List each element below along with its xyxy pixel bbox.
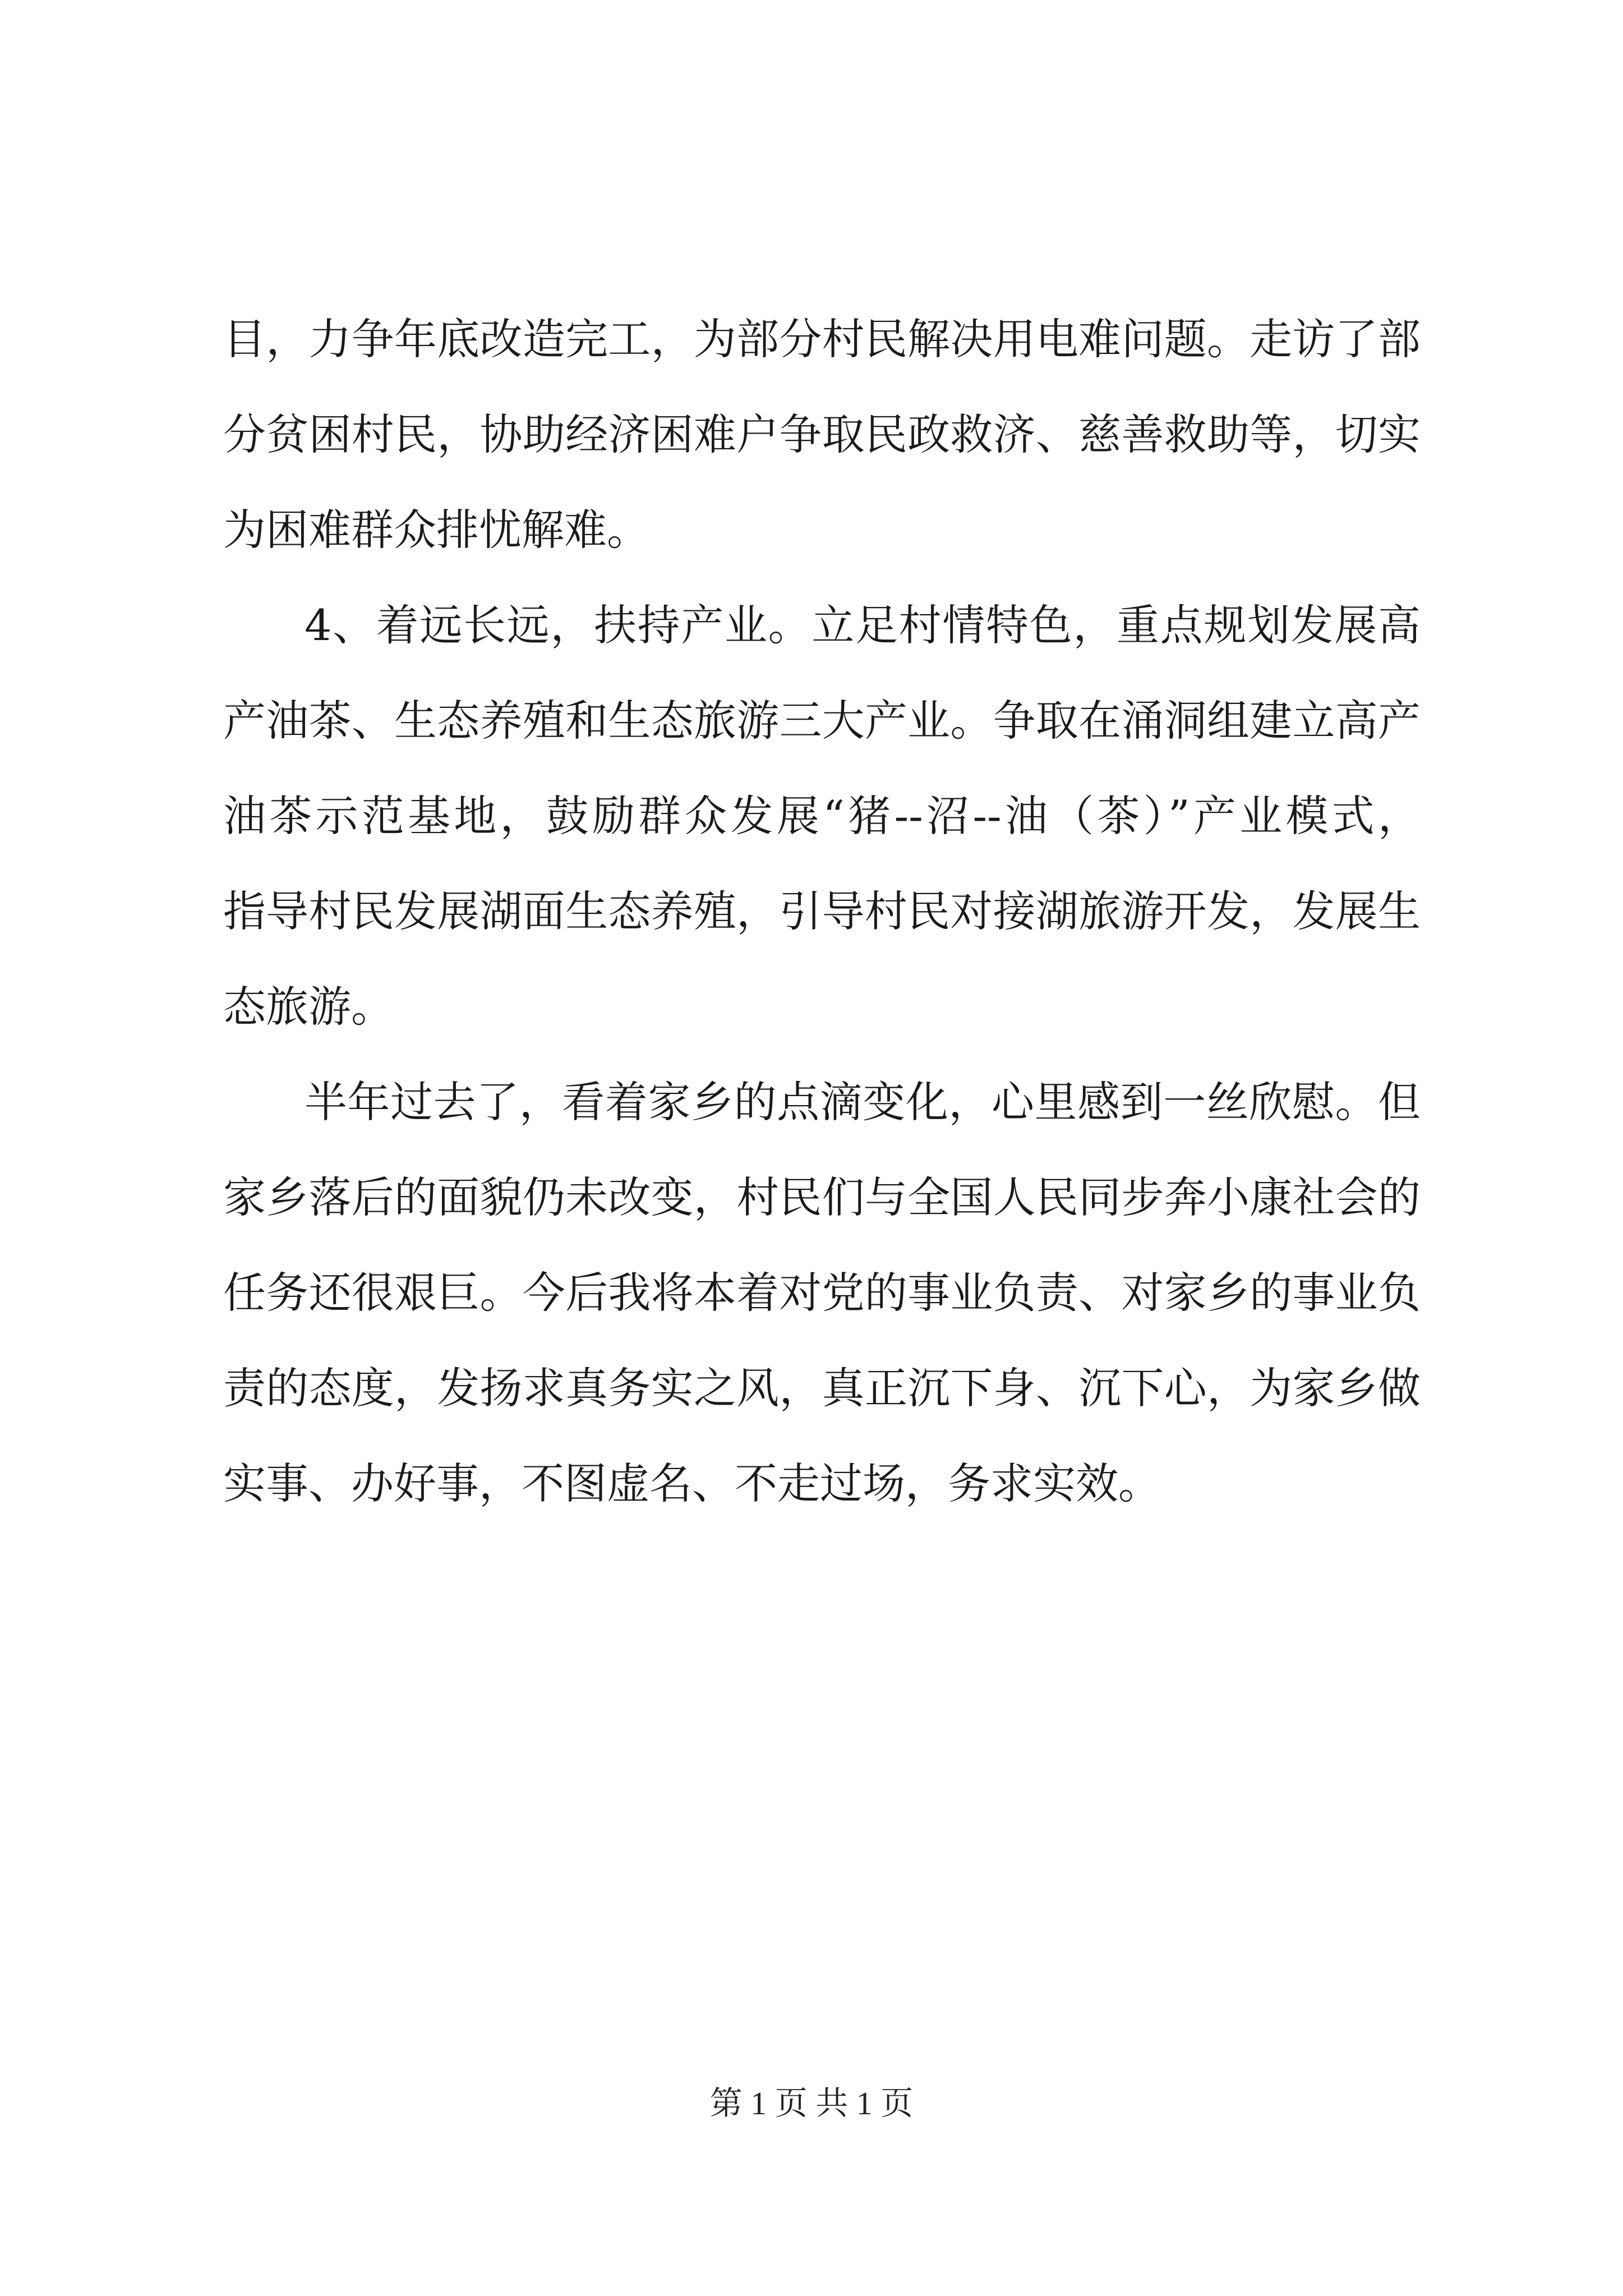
paragraph-line: 家乡落后的面貌仍未改变，村民们与全国人民同步奔小康社会的	[223, 1172, 1421, 1222]
paragraph-line: 责的态度，发扬求真务实之风，真正沉下身、沉下心，为家乡做	[223, 1363, 1421, 1413]
page-number-label: 第 1 页 共 1 页	[709, 2085, 914, 2122]
paragraph-line: 任务还很艰巨。今后我将本着对党的事业负责、对家乡的事业负	[223, 1268, 1421, 1318]
paragraph-line: 指导村民发展湖面生态养殖，引导村民对接湖旅游开发，发展生	[223, 886, 1421, 936]
paragraph-line: 半年过去了，看着家乡的点滴变化，心里感到一丝欣慰。但	[305, 1077, 1421, 1127]
paragraph-line: 油茶示范基地，鼓励群众发展“猪--沼--油（茶）”产业模式，	[223, 791, 1421, 841]
paragraph-3	[223, 1055, 1421, 1531]
paragraph-line: 态旅游。	[223, 982, 394, 1032]
document-body	[223, 292, 1421, 1531]
paragraph-1	[223, 292, 1421, 578]
paragraph-line: 实事、办好事，不图虚名、不走过场，务求实效。	[223, 1458, 1161, 1508]
paragraph-line: 产油茶、生态养殖和生态旅游三大产业。争取在涌洞组建立高产	[223, 696, 1421, 746]
paragraph-line: 分贫困村民，协助经济困难户争取民政救济、慈善救助等，切实	[223, 409, 1421, 459]
paragraph-line: 目，力争年底改造完工，为部分村民解决用电难问题。走访了部	[223, 314, 1421, 364]
paragraph-2	[223, 578, 1421, 1055]
paragraph-line: 为困难群众排忧解难。	[223, 505, 649, 555]
paragraph-line: 4、着远长远，扶持产业。立足村情特色，重点规划发展高	[305, 600, 1421, 650]
page-footer	[0, 2081, 1623, 2126]
